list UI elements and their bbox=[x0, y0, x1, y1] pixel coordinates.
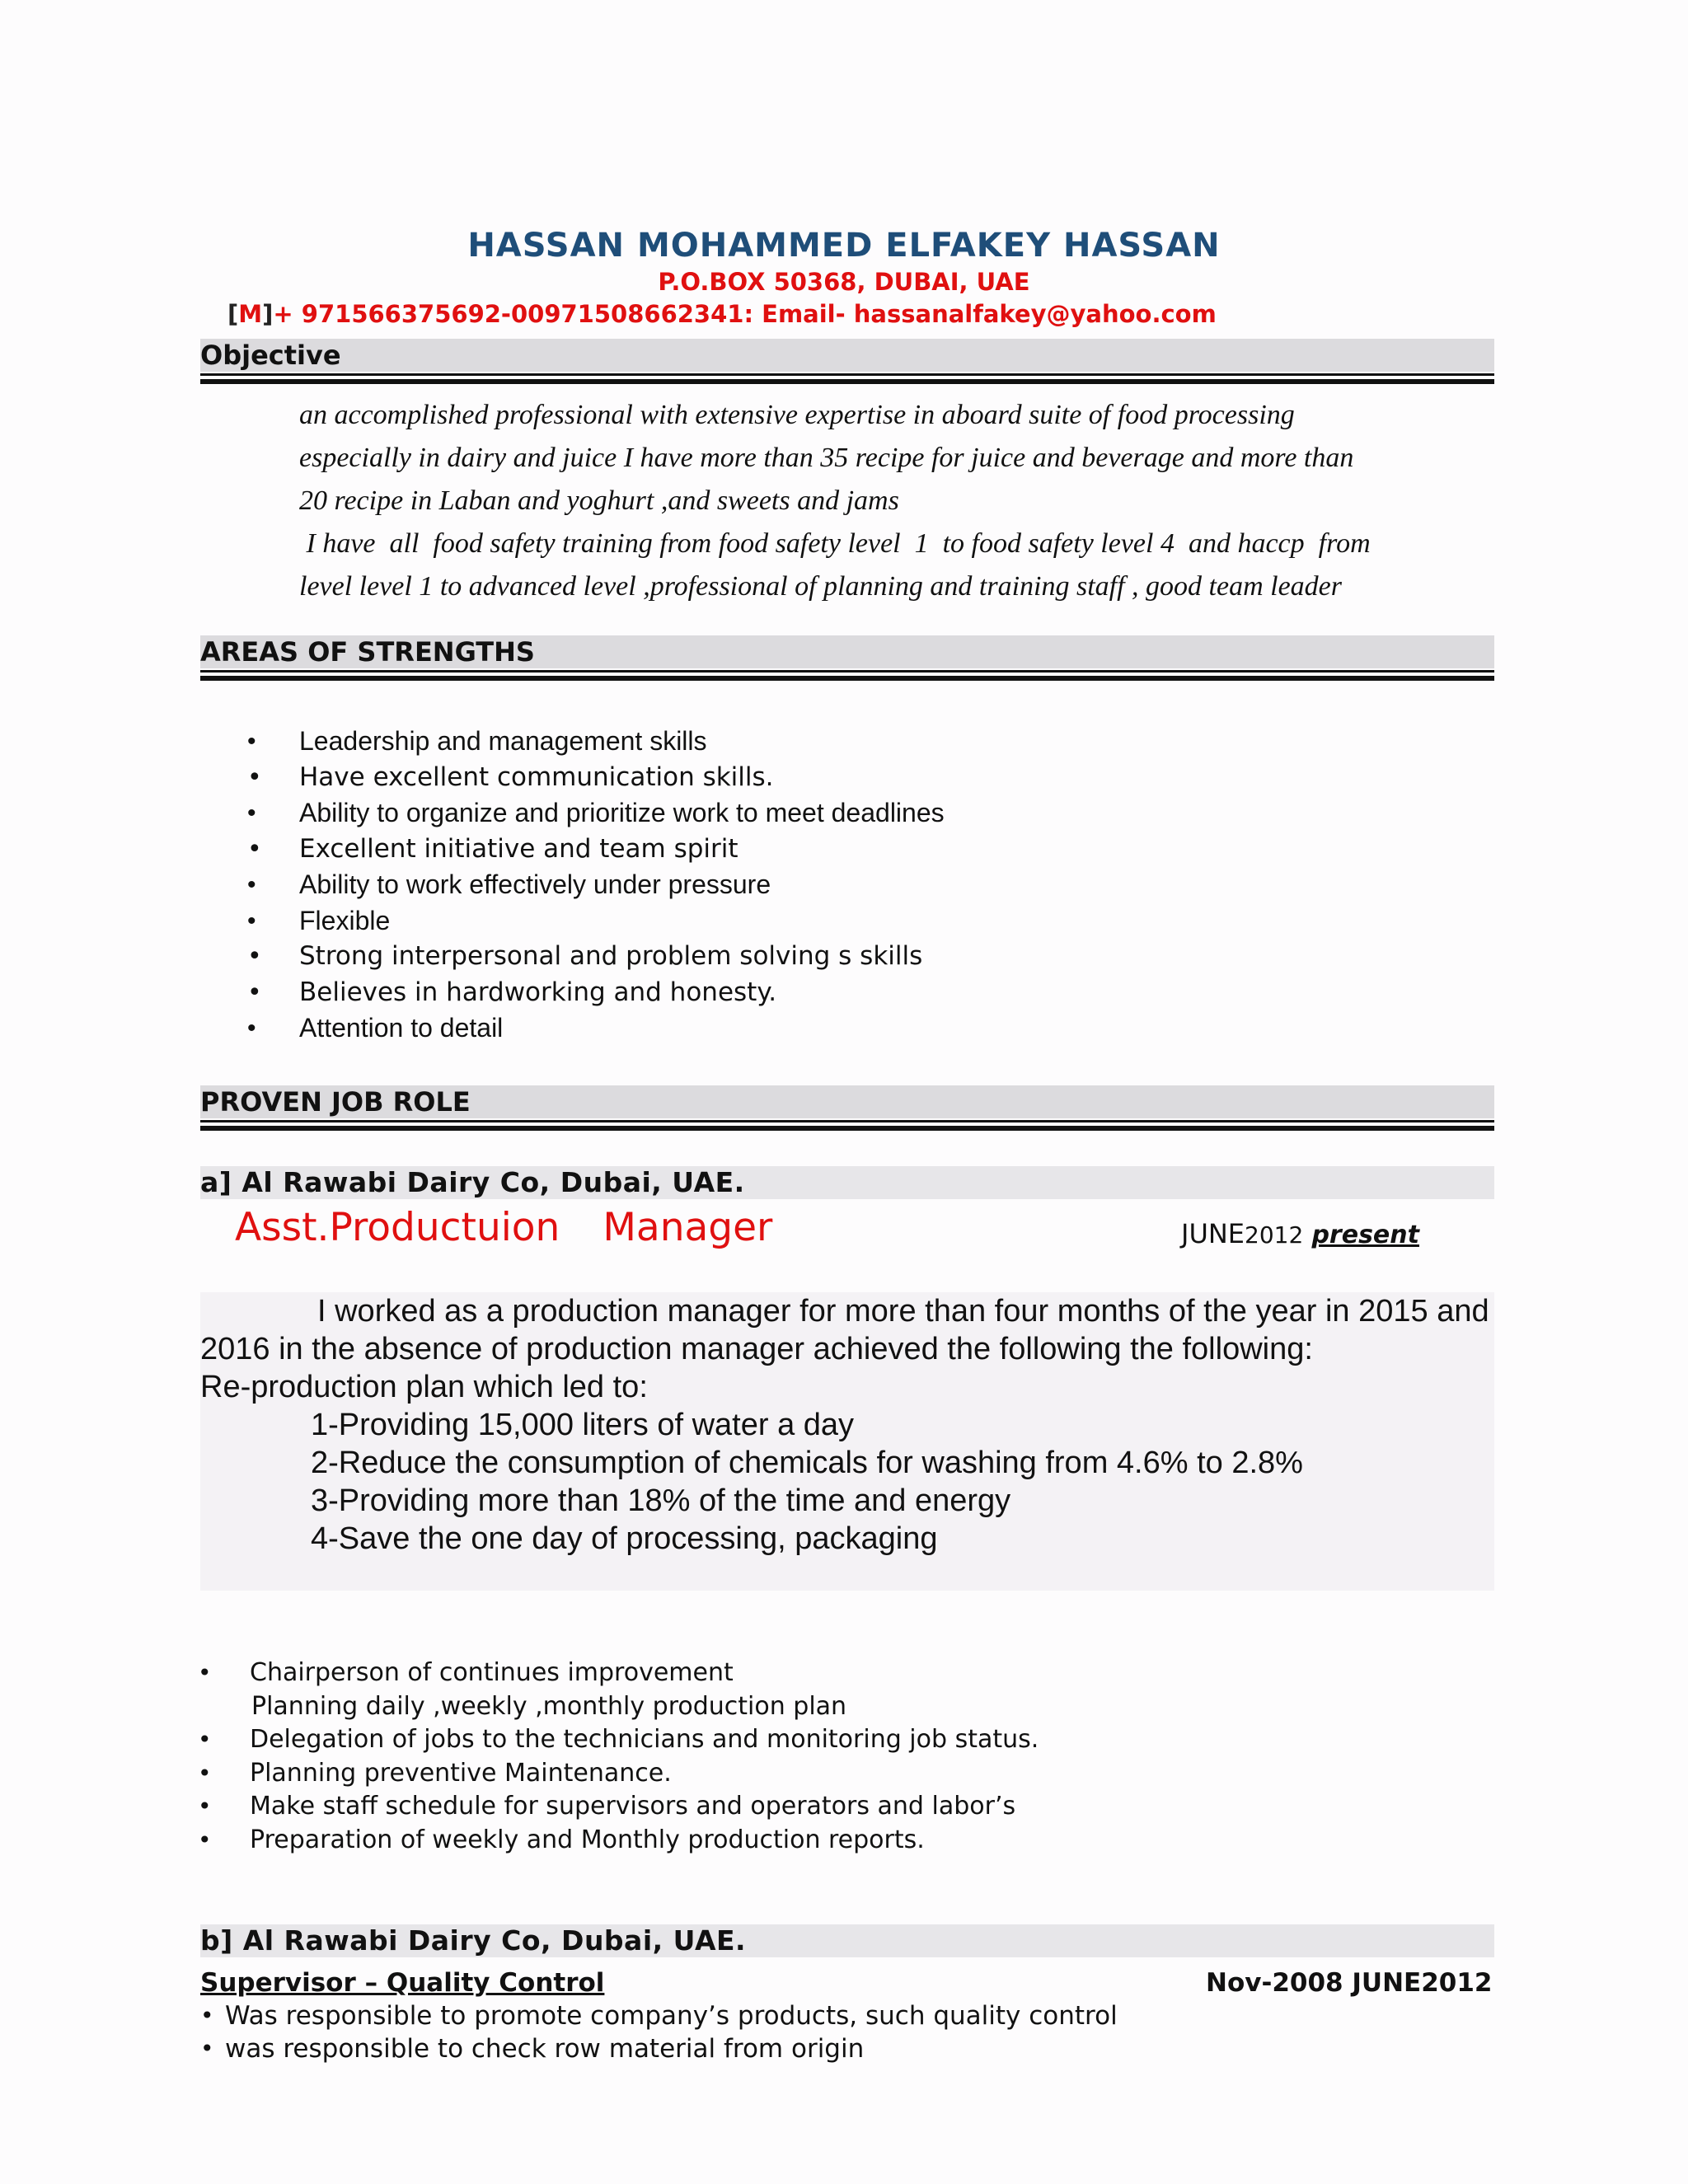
candidate-name: HASSAN MOHAMMED ELFAKEY HASSAN bbox=[467, 227, 1221, 265]
summary-point: 3-Providing more than 18% of the time and energy bbox=[311, 1483, 1011, 1518]
objective-line: 20 recipe in Laban and yoghurt ,and sweets and jams bbox=[299, 485, 899, 516]
duty-item: • Make staff schedule for supervisors and operators and labor’s bbox=[198, 1790, 1039, 1824]
duty-item: • Chairperson of continues improvement bbox=[198, 1657, 1039, 1690]
strengths-list bbox=[247, 724, 945, 1047]
strength-item: • Ability to work effectively under pressure bbox=[247, 867, 945, 903]
strength-item: • Believes in hardworking and honesty. bbox=[247, 975, 945, 1011]
divider bbox=[200, 670, 1494, 673]
objective-line: especially in dairy and juice I have more than 35 recipe for juice and beverage and more than bbox=[299, 443, 1354, 473]
section-heading-strengths: AREAS OF STRENGTHS bbox=[200, 635, 1494, 668]
divider bbox=[200, 1120, 1494, 1122]
bracket-open: [ bbox=[227, 300, 239, 328]
job-dates-b: Nov-2008 JUNE2012 bbox=[1206, 1968, 1493, 1998]
postal-address: P.O.BOX 50368, DUBAI, UAE bbox=[658, 268, 1030, 296]
strength-item: • Strong interpersonal and problem solving s skills bbox=[247, 939, 945, 975]
company-heading-a: a] Al Rawabi Dairy Co, Dubai, UAE. bbox=[200, 1166, 1494, 1199]
duty-item: • Preparation of weekly and Monthly production reports. bbox=[198, 1824, 1039, 1858]
duty-item: • was responsible to check row material from origin bbox=[200, 2032, 1118, 2065]
section-heading-job-role: PROVEN JOB ROLE bbox=[200, 1085, 1494, 1118]
summary-point: 2-Reduce the consumption of chemicals for washing from 4.6% to 2.8% bbox=[311, 1446, 1303, 1480]
divider bbox=[200, 379, 1494, 384]
duty-item: • Was responsible to promote company’s products, such quality control bbox=[200, 1999, 1118, 2032]
summary-paragraph: I worked as a production manager for more than four months of the year in 2015 and 2016 in the absence of production manager achieved the following the following: bbox=[200, 1294, 1489, 1366]
duties-list-a bbox=[198, 1657, 1039, 1857]
date-year: 2012 bbox=[1245, 1221, 1304, 1249]
objective-line: level level 1 to advanced level ,professional of planning and training staff , good team leader bbox=[299, 571, 1343, 602]
date-present: present bbox=[1311, 1221, 1419, 1249]
summary-point: 1-Providing 15,000 liters of water a day bbox=[311, 1408, 855, 1442]
objective-line: an accomplished professional with extensive expertise in aboard suite of food processing bbox=[299, 400, 1295, 430]
strength-item: • Excellent initiative and team spirit bbox=[247, 832, 945, 868]
company-heading-b: b] Al Rawabi Dairy Co, Dubai, UAE. bbox=[200, 1924, 1494, 1957]
achievement-summary bbox=[200, 1292, 1503, 1558]
strength-item: • Attention to detail bbox=[247, 1010, 945, 1047]
job-title-part: Manager bbox=[603, 1205, 773, 1250]
strength-item: • Ability to organize and prioritize work to meet deadlines bbox=[247, 795, 945, 832]
contact-details: + 971566375692-00971508662341: Email- hassanalfakey@yahoo.com bbox=[273, 300, 1217, 328]
summary-point: 4-Save the one day of processing, packaging bbox=[311, 1521, 938, 1556]
strength-item: • Have excellent communication skills. bbox=[247, 760, 945, 796]
job-title-part: Asst.Productuion bbox=[235, 1205, 560, 1250]
summary-line: Re-production plan which led to: bbox=[200, 1370, 648, 1404]
mobile-label: M bbox=[238, 300, 263, 328]
date-month: JUNE bbox=[1181, 1218, 1245, 1249]
duty-item: • Planning preventive Maintenance. bbox=[198, 1757, 1039, 1791]
job-title-a bbox=[235, 1205, 772, 1250]
contact-line bbox=[227, 300, 1217, 328]
strength-item: • Leadership and management skills bbox=[247, 724, 945, 760]
duty-item: • Delegation of jobs to the technicians and monitoring job status. bbox=[198, 1723, 1039, 1757]
duties-list-b bbox=[200, 1999, 1118, 2065]
strength-item: • Flexible bbox=[247, 903, 945, 940]
divider bbox=[200, 676, 1494, 681]
bracket-close: ] bbox=[262, 300, 274, 328]
divider bbox=[200, 373, 1494, 376]
section-heading-objective: Objective bbox=[200, 339, 1494, 372]
divider bbox=[200, 1126, 1494, 1131]
objective-text bbox=[299, 394, 1494, 608]
duty-item: Planning daily ,weekly ,monthly production plan bbox=[251, 1691, 847, 1721]
job-dates-a bbox=[1181, 1218, 1419, 1249]
job-title-b: Supervisor – Quality Control bbox=[200, 1968, 605, 1998]
objective-line: I have all food safety training from food safety level 1 to food safety level 4 and haccp from bbox=[299, 528, 1371, 559]
